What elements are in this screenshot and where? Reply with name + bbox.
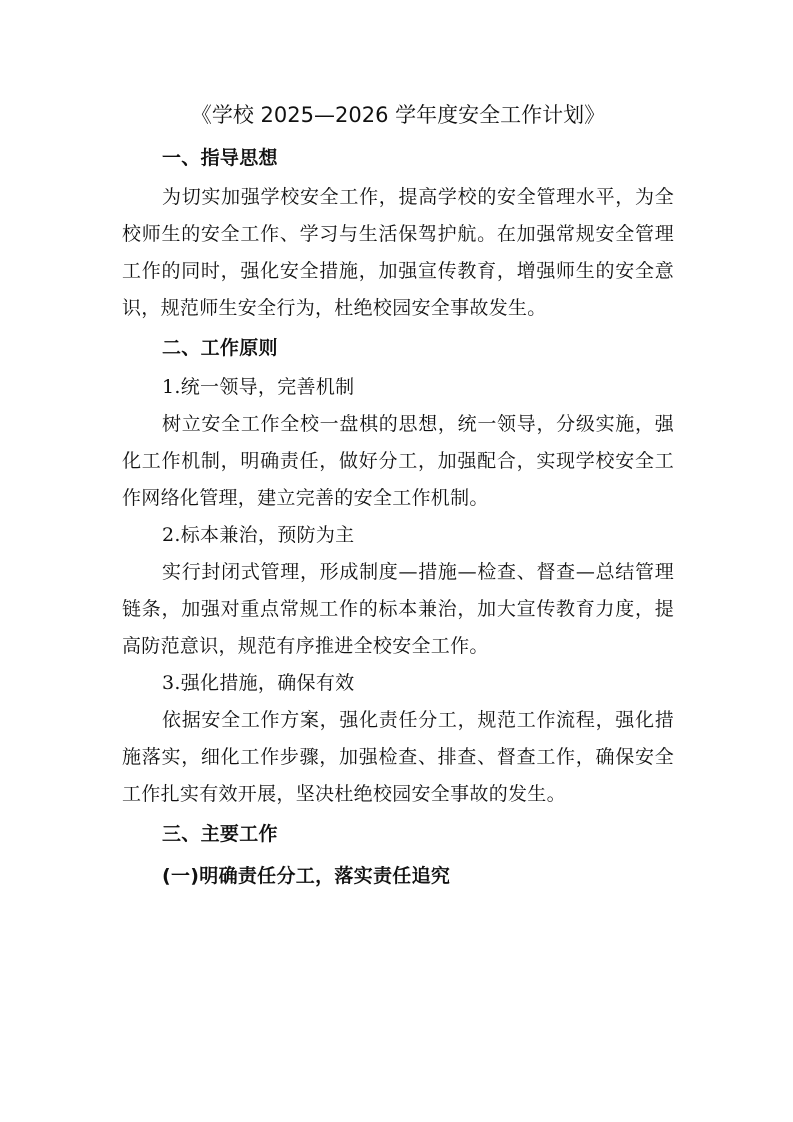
paragraph-principle-3: 依据安全工作方案，强化责任分工，规范工作流程，强化措施落实，细化工作步骤，加强检查、排查、督查工作，确保安全工作扎实有效开展，坚决杜绝校园安全事故的发生。	[122, 709, 674, 805]
subheading-principle-3: 3.强化措施，确保有效	[162, 672, 355, 694]
section-heading-main-work: 三、主要工作	[162, 823, 278, 845]
paragraph-principle-1: 树立安全工作全校一盘棋的思想，统一领导，分级实施，强化工作机制，明确责任，做好分工，加强配合，实现学校安全工作网络化管理，建立完善的安全工作机制。	[122, 413, 674, 509]
document-title: 《学校 2025—2026 学年度安全工作计划》	[190, 103, 606, 127]
section-heading-work-principles: 二、工作原则	[162, 337, 278, 359]
section-heading-guiding-ideology: 一、指导思想	[162, 147, 278, 169]
paragraph-principle-2: 实行封闭式管理，形成制度—措施—检查、督查—总结管理链条，加强对重点常规工作的标本兼治，加大宣传教育力度，提高防范意识，规范有序推进全校安全工作。	[122, 561, 674, 657]
document-content	[122, 93, 674, 897]
paragraph-guiding-ideology: 为切实加强学校安全工作，提高学校的安全管理水平，为全校师生的安全工作、学习与生活保驾护航。在加强常规安全管理工作的同时，强化安全措施，加强宣传教育，增强师生的安全意识，规范师生安全行为，杜绝校园安全事故发生。	[122, 186, 674, 319]
subsection-heading-responsibility: (一)明确责任分工，落实责任追究	[162, 865, 451, 887]
subheading-principle-2: 2.标本兼治，预防为主	[162, 524, 355, 546]
subheading-principle-1: 1.统一领导，完善机制	[162, 376, 355, 398]
